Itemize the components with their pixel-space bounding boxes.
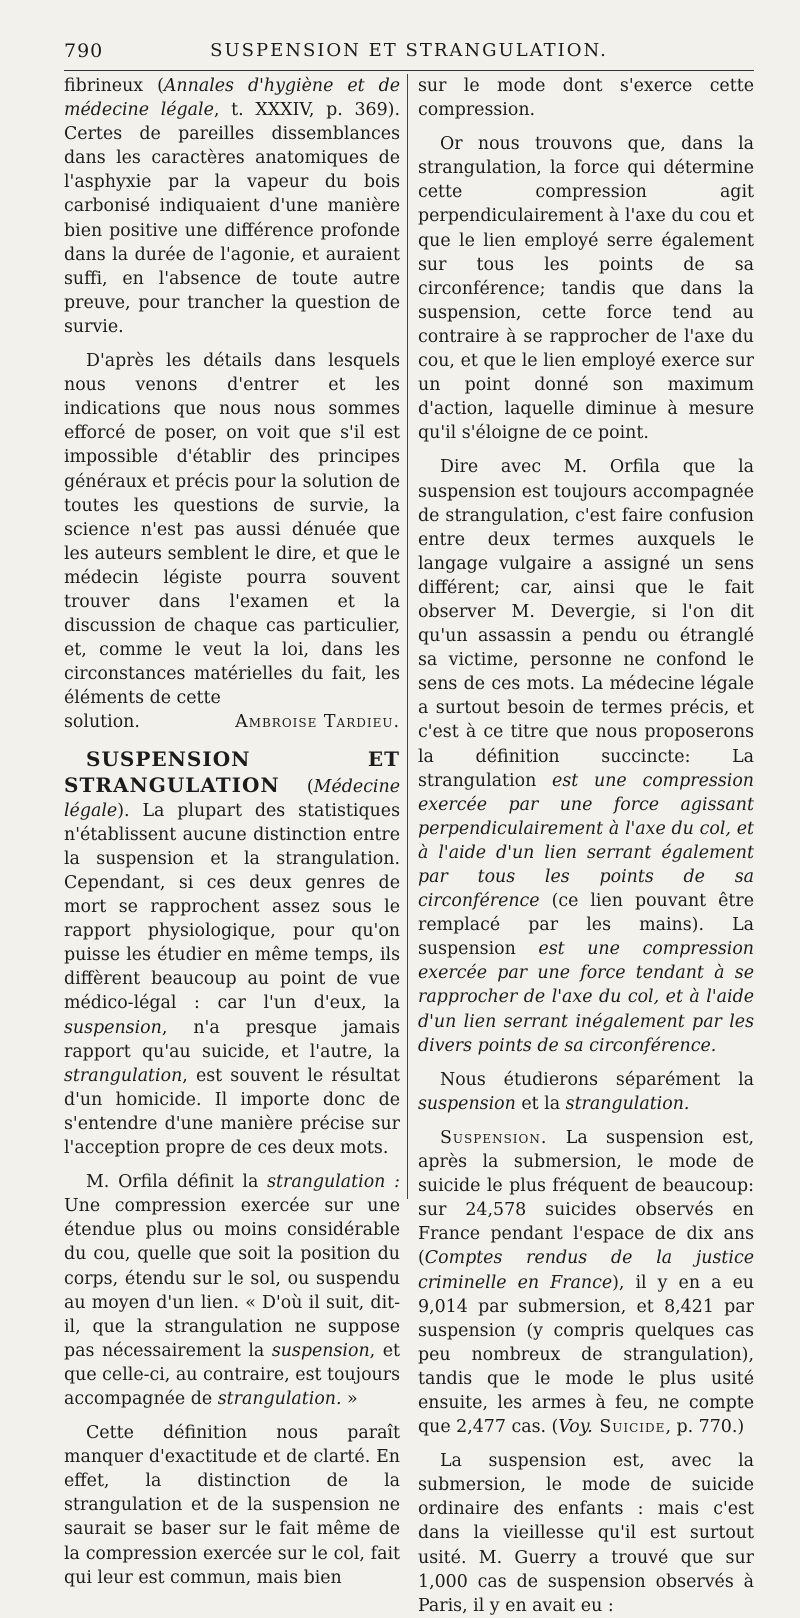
column-divider bbox=[407, 74, 408, 1199]
page-number: 790 bbox=[64, 40, 104, 62]
article-headword: SUSPENSION ET STRANGULATION bbox=[64, 746, 400, 797]
paragraph: Or nous trouvons que, dans la strangulation, la force qui détermine cette compression agit perpendiculairement à l'axe du cou et que le lien employé serre également sur tous les points de sa circonférence; tandis que dans la suspension, cette force tend au contraire à se rapprocher de l'axe du cou, et que le lien employé exerce sur un point donné son maximum d'action, laquelle diminue à mesure qu'il s'éloigne de ce point. bbox=[418, 134, 754, 444]
paragraph: D'après les détails dans lesquels nous venons d'entrer et les indications que nous nous sommes efforcé de poser, on voit que s'il est impossible d'établir des principes généraux et précis pour la solution de toutes les questions de survie, la science n'est pas aussi dénuée que les auteurs semblent le dire, et que le médecin légiste pourra souvent trouver dans l'examen et la discussion de chaque cas particulier, et, comme le veut la loi, dans les circonstances matérielles du fait, les éléments de cette bbox=[64, 351, 400, 709]
paragraph: Dire avec M. Orfila que la suspension est toujours accompagnée de strangulation, c'est faire confusion entre deux termes auxquels le langage vulgaire a assigné un sens différent; car, ainsi que le fait observer M. Devergie, si l'on dit qu'un assassin a pendu ou étranglé sa victime, personne ne confond le sens de ces mots. La médecine légale a surtout besoin de termes précis, et c'est à ce titre que nous proposerons la définition succincte: La strangulation est une compression exercée par une force agissant perpendiculairement à l'axe du col, et à l'aide d'un lien serrant également par tous les points de sa circonférence (ce lien pouvant être remplacé par les mains). La suspension est une compression exercée par une force tendant à se rapprocher de l'axe du col, et à l'aide d'un lien serrant inégalement par les divers points de sa circonférence. bbox=[418, 457, 754, 1056]
page-header bbox=[64, 40, 754, 74]
signature-line bbox=[64, 710, 400, 734]
paragraph: Nous étudierons séparément la suspension et la strangulation. bbox=[418, 1069, 754, 1114]
paragraph: M. Orfila définit la strangulation : Une compression exercée sur une étendue plus ou moins considérable du cou, quelle que soit la position du corps, étendu sur le sol, ou suspendu au moyen d'un lien. « D'où il suit, dit-il, que la strangulation ne suppose pas nécessairement la suspension, et que celle-ci, au contraire, est toujours accompagnée de strangulation. » bbox=[64, 1172, 400, 1409]
paragraph: sur le mode dont s'exerce cette compression. bbox=[418, 76, 754, 121]
article-entry: SUSPENSION ET STRANGULATION (Médecine légale). La plupart des statistiques n'établissent aucune distinction entre la suspension et la strangulation. Cependant, si ces deux genres de mort se rapprochent assez sous le rapport physiologique, pour qu'on puisse les étudier en même temps, ils diffèrent beaucoup au point de vue médico-légal : car l'un d'eux, la suspension, n'a presque jamais rapport qu'au suicide, et l'autre, la strangulation, est souvent le résultat d'un homicide. Il importe donc de s'entendre d'une manière précise sur l'acception propre de ces deux mots. bbox=[64, 746, 400, 1159]
paragraph: La suspension est, avec la submersion, le mode de suicide ordinaire des enfants : mais c'est dans la vieillesse qu'il est surtout usité. M. Guerry a trouvé que sur 1,000 cas de suspension observés à Paris, il y en avait eu : bbox=[418, 1451, 754, 1616]
section-head: Suspension. bbox=[440, 1127, 548, 1148]
left-column bbox=[64, 74, 400, 1590]
right-column bbox=[418, 74, 754, 1618]
paragraph: Cette définition nous paraît manquer d'exactitude et de clarté. En effet, la distinction de la strangulation et de la suspension ne saurait se baser sur le fait même de la compression exercée sur le col, fait qui leur est commun, mais bien bbox=[64, 1423, 400, 1588]
running-title: SUSPENSION ET STRANGULATION. bbox=[210, 40, 608, 61]
article-subject: Médecine légale bbox=[64, 776, 400, 821]
header-rule bbox=[64, 70, 754, 71]
paragraph: fibrineux (Annales d'hygiène et de médecine légale, t. XXXIV, p. 369). Certes de pareilles dissemblances dans les caractères anatomiques de l'asphyxie par la vapeur du bois carbonisé indiquaient d'une manière bien positive une différence profonde dans la durée de l'agonie, et auraient suffi, en l'absence de toute autre preuve, pour trancher la question de survie. bbox=[64, 76, 401, 337]
author-signature: Ambroise Tardieu. bbox=[235, 712, 400, 733]
section-paragraph: Suspension. La suspension est, après la submersion, le mode de suicide le plus fréquent de beaucoup: sur 24,578 suicides observés en France pendant l'espace de dix ans (Comptes rendus de la justice criminelle en France), il y en a eu 9,014 par submersion, et 8,421 par suspension (y compris quelques cas peu nombreux de strangulation), tandis que le mode le plus usité ensuite, les armes à feu, ne compte que 2,477 cas. (Voy. Suicide, p. 770.) bbox=[418, 1127, 754, 1438]
paragraph-end: solution. bbox=[64, 712, 140, 733]
